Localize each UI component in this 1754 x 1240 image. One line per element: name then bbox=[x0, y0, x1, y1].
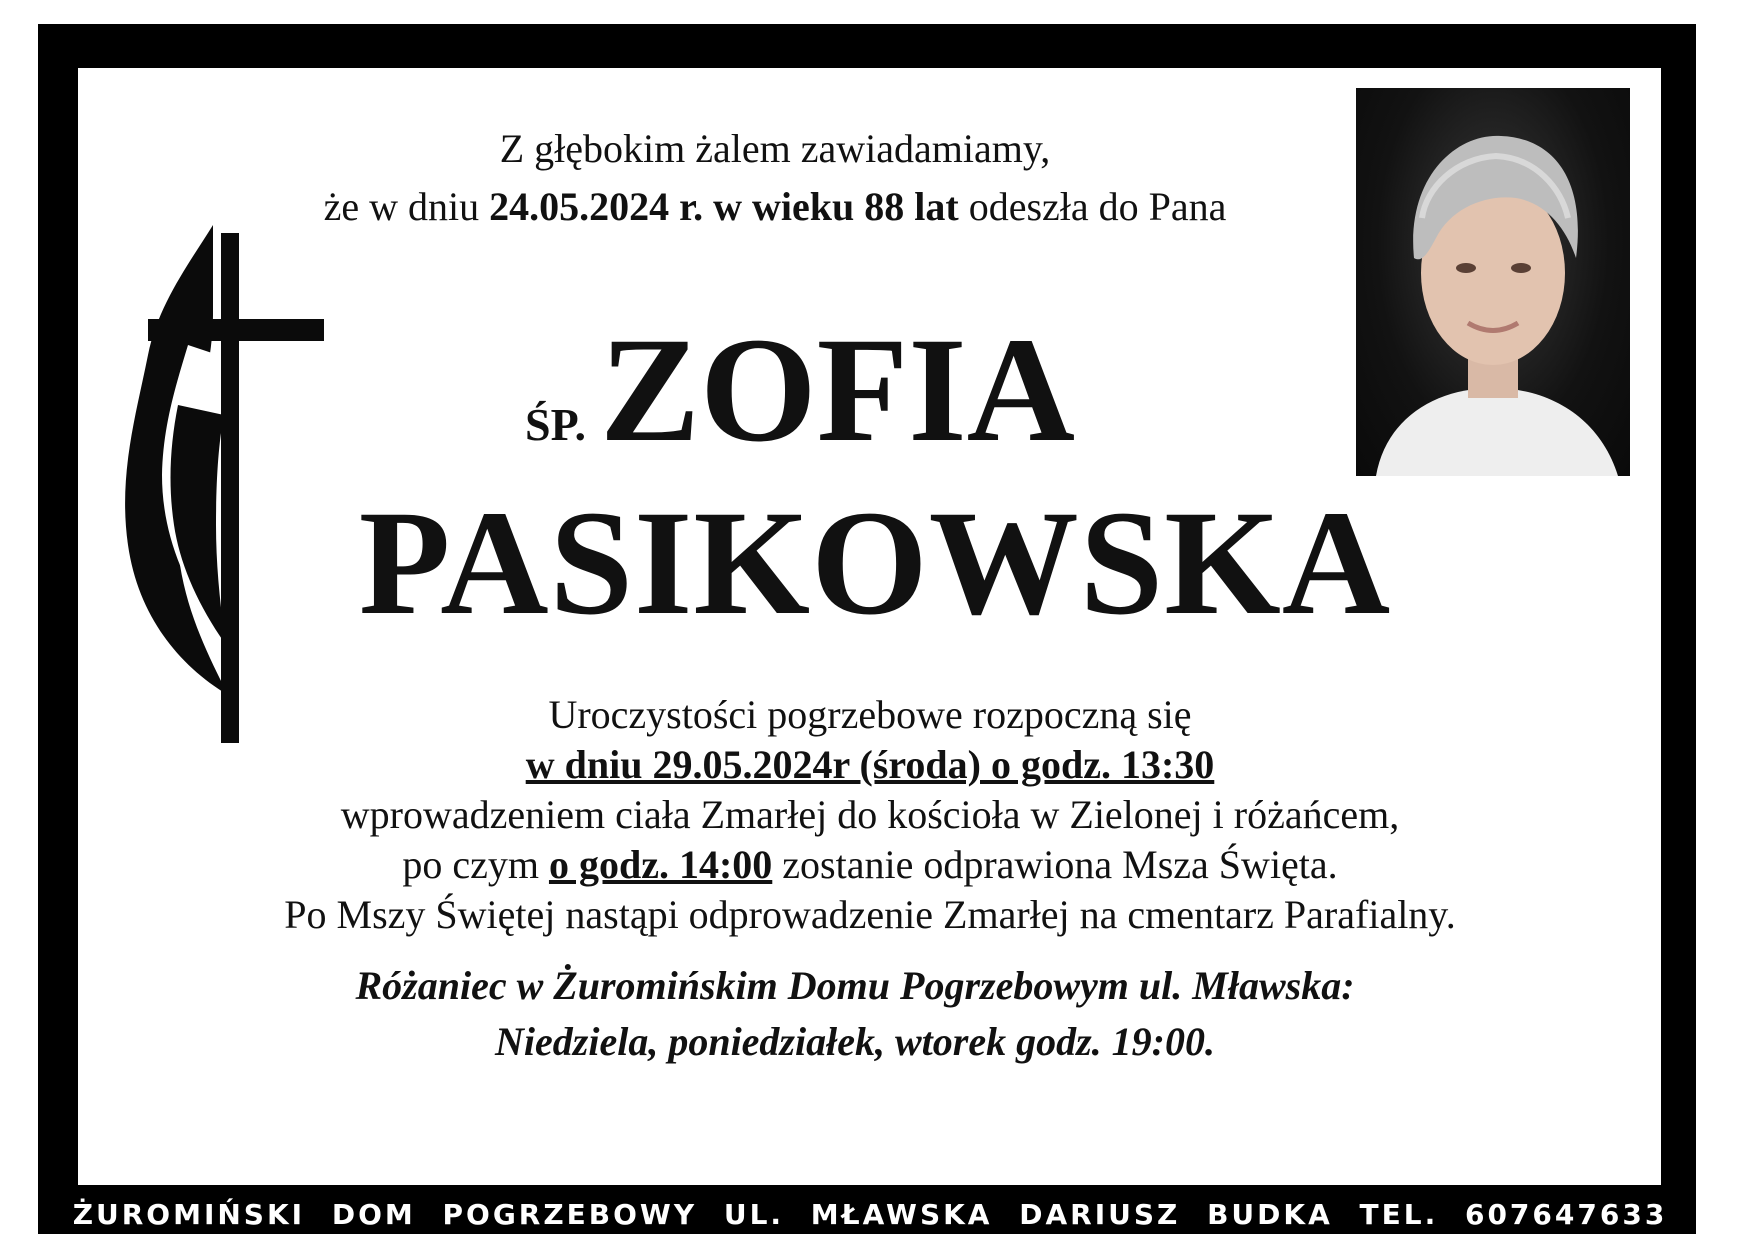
ceremony-line-4-pre: po czym bbox=[402, 842, 549, 887]
deceased-first-name-line bbox=[300, 307, 1300, 473]
ceremony-line-4-post: zostanie odprawiona Msza Święta. bbox=[772, 842, 1338, 887]
intro-text bbox=[200, 120, 1350, 236]
ceremony-date-time: w dniu 29.05.2024r (środa) o godz. 13:30 bbox=[525, 742, 1215, 787]
deceased-first-name: ZOFIA bbox=[599, 307, 1076, 473]
rosary-line-1: Różaniec w Żuromińskim Domu Pogrzebowym ul. Mławska: bbox=[355, 963, 1355, 1008]
ceremony-line-2 bbox=[130, 740, 1610, 790]
ceremony-line-3: wprowadzeniem ciała Zmarłej do kościoła w Zielonej i różańcem, bbox=[340, 792, 1400, 837]
intro-line-2-post: odeszła do Pana bbox=[958, 184, 1227, 229]
rosary-text bbox=[180, 958, 1530, 1070]
ceremony-text bbox=[130, 690, 1610, 940]
rosary-line-2: Niedziela, poniedziałek, wtorek godz. 19:00. bbox=[495, 1019, 1215, 1064]
portrait-photo bbox=[1356, 88, 1630, 476]
ceremony-line-5: Po Mszy Świętej nastąpi odprowadzenie Zmarłej na cmentarz Parafialny. bbox=[284, 892, 1456, 937]
deceased-last-name: PASIKOWSKA bbox=[358, 480, 1392, 646]
intro-line-2-pre: że w dniu bbox=[323, 184, 490, 229]
deceased-prefix: ŚP. bbox=[524, 399, 586, 450]
ceremony-line-4 bbox=[130, 840, 1610, 890]
funeral-home-footer: ŻUROMIŃSKI DOM POGRZEBOWY UL. MŁAWSKA DARIUSZ BUDKA TEL. 607647633 bbox=[72, 1198, 1668, 1231]
mass-time: o godz. 14:00 bbox=[548, 842, 773, 887]
intro-line-2 bbox=[200, 178, 1350, 236]
ceremony-line-1: Uroczystości pogrzebowe rozpoczną się bbox=[548, 692, 1192, 737]
intro-line-1: Z głębokim żalem zawiadamiamy, bbox=[499, 126, 1051, 171]
death-date-age: 24.05.2024 r. w wieku 88 lat bbox=[489, 184, 959, 229]
